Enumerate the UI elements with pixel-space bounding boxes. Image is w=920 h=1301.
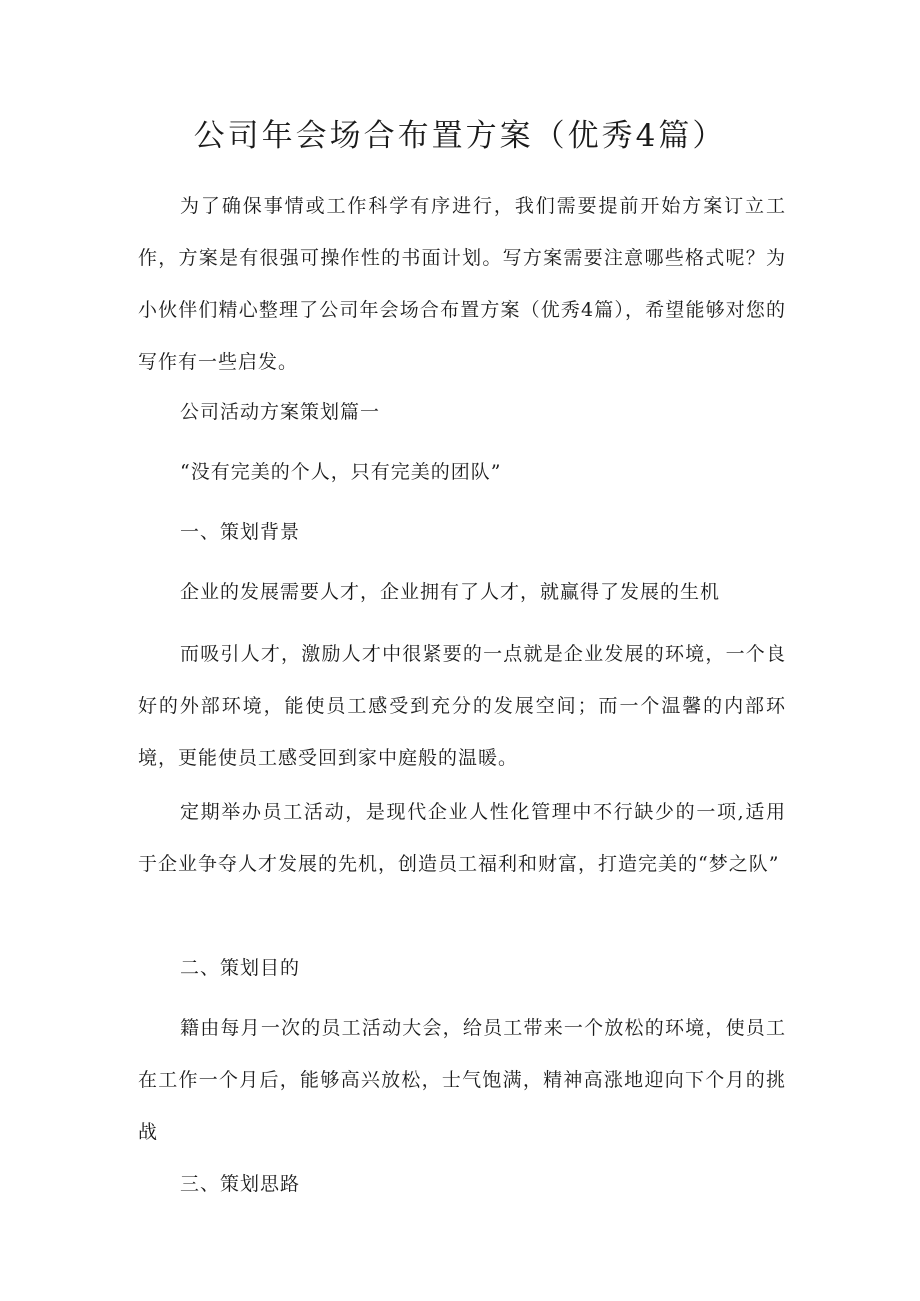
heading-planning-background: 一、策划背景 — [180, 521, 301, 543]
motto-quote: “没有完美的个人，只有完美的团队” — [180, 461, 502, 483]
paragraph-environment: 而吸引人才，激励人才中很紧要的一点就是企业发展的环境，一个良好的外部环境，能使员工感受到充分的发展空间；而一个温馨的内部环境，更能使员工感受回到家中庭般的温暖。 — [138, 643, 786, 769]
document-title: 公司年会场合布置方案（优秀4篇） — [193, 118, 727, 154]
intro-paragraph: 为了确保事情或工作科学有序进行，我们需要提前开始方案订立工作，方案是有很强可操作性的书面计划。写方案需要注意哪些格式呢？为小伙伴们精心整理了公司年会场合布置方案（优秀4篇），希望能够对您的写作有一些启发。 — [138, 195, 786, 373]
section-heading-part-one: 公司活动方案策划篇一 — [180, 401, 381, 423]
paragraph-talent-need: 企业的发展需要人才，企业拥有了人才，就赢得了发展的生机 — [180, 581, 721, 603]
paragraph-regular-activities: 定期举办员工活动，是现代企业人性化管理中不行缺少的一项,适用于企业争夺人才发展的先机，创造员工福利和财富，打造完美的“梦之队” — [138, 801, 786, 875]
paragraph-purpose: 籍由每月一次的员工活动大会，给员工带来一个放松的环境，使员工在工作一个月后，能够高兴放松，士气饱满，精神高涨地迎向下个月的挑战 — [138, 1017, 786, 1143]
heading-planning-purpose: 二、策划目的 — [180, 957, 301, 979]
heading-planning-approach: 三、策划思路 — [180, 1173, 301, 1195]
